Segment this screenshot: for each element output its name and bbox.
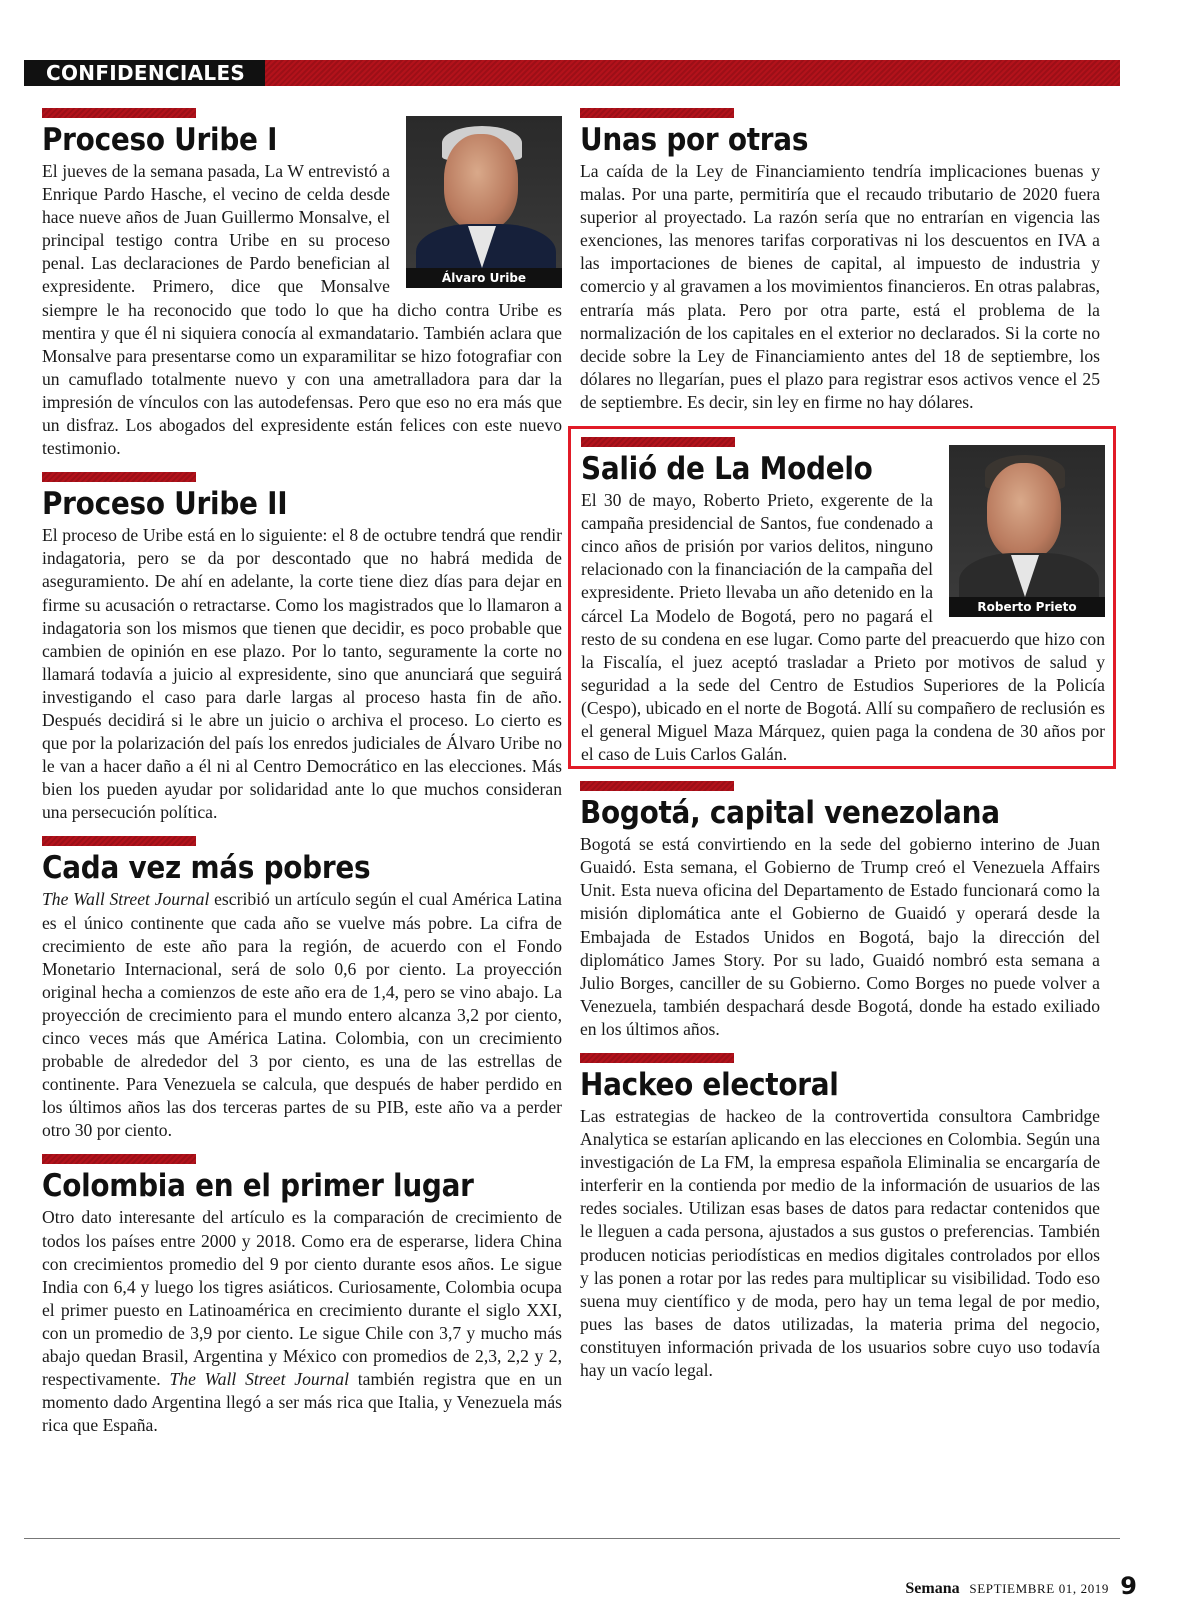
section-label: CONFIDENCIALES — [24, 60, 265, 86]
article-cada-vez-mas-pobres — [42, 836, 562, 1142]
article-headline: Proceso Uribe I — [42, 122, 278, 158]
article-bogota-capital-venezolana — [580, 781, 1100, 1041]
article-headline: Hackeo electoral — [580, 1067, 839, 1103]
article-headline: Bogotá, capital venezolana — [580, 795, 1000, 832]
footer-brand: Semana — [905, 1580, 960, 1597]
photo-caption: Álvaro Uribe — [406, 268, 562, 288]
footer-rule — [24, 1538, 1120, 1539]
footer-date: SEPTIEMBRE 01, 2019 — [969, 1581, 1109, 1596]
article-body: Bogotá se está convirtiendo en la sede del gobierno interino de Juan Guaidó. Esta semana, el Gobierno de Trump creó el Venezuela Affairs Unit. Esta nueva oficina del Departamento de Estado funcionará como la misión diplomática ante el Gobierno de Guaidó y operará desde la Embajada de Estados Unidos en Bogotá, bajo la dirección del diplomático James Story. Por su lado, Guaidó nombró esta semana a Julio Borges, canciller de su Gobierno. Como Borges no puede volver a Venezuela, también despachará desde Bogotá, donde ha estado exiliado en los últimos años. — [580, 834, 1100, 1039]
article-headline: Unas por otras — [580, 122, 809, 158]
article-tag-bar — [580, 781, 734, 791]
page-footer — [905, 1580, 1109, 1598]
article-body — [42, 888, 562, 1142]
article-headline: Colombia en el primer lugar — [42, 1168, 474, 1205]
article-headline: Proceso Uribe II — [42, 486, 288, 523]
article-tag-bar — [42, 1154, 196, 1164]
left-column — [42, 108, 562, 1449]
article-body: El 30 de mayo, Roberto Prieto, exgerente de la campaña presidencial de Santos, fue condenado a cinco años de prisión por varios delitos, ninguno relacionado con la financiación de la campaña del expresidente. Prieto llevaba un año detenido en la cárcel La Modelo de Bogotá, pero no pagará el resto de su condena en ese lugar. Como parte del preacuerdo que hizo con la Fiscalía, el juez aceptó trasladar a Prieto por motivos de salud y seguridad a la sede del Centro de Estudios Superiores de la Policía (Cespo), ubicado en el norte de Bogotá. Allí su compañero de reclusión es el general Miguel Maza Márquez, quien paga la condena de 30 años por el caso de Luis Carlos Galán. — [581, 490, 1105, 765]
article-tag-bar — [580, 1053, 734, 1063]
article-tag-bar — [580, 108, 734, 118]
article-body — [42, 1206, 562, 1437]
article-tag-bar — [42, 836, 196, 846]
article-body: La caída de la Ley de Financiamiento tendría implicaciones buenas y malas. Por una parte, permitiría que el recaudo tributario de 2020 fuera superior al proyectado. La razón sería que no entrarían en vigencia las exenciones, las menores tarifas corporativas ni los descuentos en IVA a las importaciones de bienes de capital, al impuesto de industria y comercio y al gravamen a los movimientos financieros. En otras palabras, entraría más plata. Pero por otra parte, está el problema de la normalización de los capitales en el exterior no declarados. Si la corte no decide sobre la Ley de Financiamiento antes del 18 de septiembre, los dólares no llegarían, pues el plazo para registrar esos activos vence el 25 de septiembre. Es decir, sin ley en firme no hay dólares. — [580, 161, 1100, 412]
article-body: El proceso de Uribe está en lo siguiente: el 8 de octubre tendrá que rendir indagatoria, pero se da por descontado que no habrá medida de aseguramiento. De ahí en adelante, la corte tiene diez días para dejar en firme su acusación o retractarse. Como los magistrados que lo llamaron a indagatoria son los mismos que tienen que decidir, es poco probable que cambien de opinión en ese plazo. Por lo tanto, seguramente la corte no llamará todavía a juicio al expresidente, sino que anunciará que seguirá investigando el caso para darle largas al proceso hasta fin de año. Después decidirá si le abre un juicio o archiva el proceso. Lo cierto es que por la polarización del país los enredos judiciales de Álvaro Uribe no le van a hacer daño a él ni al Centro Democrático en las elecciones. Más bien los pueden ayudar por solidaridad ante lo que muchos consideran una persecución política. — [42, 525, 562, 823]
article-body-text: Otro dato interesante del artículo es la comparación de crecimiento de todos los países entre 2000 y 2018. Como era de esperarse, lidera China con crecimientos promedio del 9 por ciento durante esos años. Le sigue India con 6,4 y luego los tigres asiáticos. Curiosamente, Colombia ocupa el primer puesto en Latinoamérica en crecimiento durante el siglo XXI, con un promedio de 3,9 por ciento. Le sigue Chile con 3,7 y mucho más abajo quedan Brasil, Argentina y México con promedios de 2,3, 2,2 y 2, respectivamente. — [42, 1207, 562, 1390]
right-column — [580, 108, 1105, 1394]
article-body-text: escribió un artículo según el cual América Latina es el único continente que cada año se vuelve más pobre. La cifra de crecimiento de este año para la región, de acuerdo con el Fondo Monetario Internacional, será de solo 0,6 por ciento. La proyección original hecha a comienzos de este año era de 1,4, pero se vino abajo. La proyección de crecimiento para el mundo entero alcanza 3,2 por ciento, cinco veces más que América Latina. Colombia, con un crecimiento probable de alrededor del 3 por ciento, es una de las estrellas de continente. Para Venezuela se calcula, que después de haber perdido en los últimos años las dos terceras partes de su PIB, este año va a perder otro 30 por ciento. — [42, 889, 562, 1141]
article-unas-por-otras — [580, 108, 1100, 414]
publication-name: The Wall Street Journal — [169, 1369, 349, 1390]
article-proceso-uribe-2 — [42, 472, 562, 824]
article-salio-de-la-modelo — [568, 426, 1116, 769]
article-tag-bar — [581, 437, 735, 447]
article-hackeo-electoral — [580, 1053, 1100, 1382]
article-tag-bar — [42, 108, 196, 118]
article-body: Las estrategias de hackeo de la controvertida consultora Cambridge Analytica se estarían aplicando en las elecciones en Colombia. Según una investigación de La FM, la empresa española Eliminalia se encargaría de interferir en la contienda por medio de la información de usuarios de las redes sociales. Utilizan esas bases de datos para redactar contenidos que le lleguen a cada persona, ajustados a sus gustos o preferencias. También producen noticias periodísticas en medios digitales controlados por ellos y las ponen a rotar por las redes para multiplicar su visibilidad. Todo eso suena muy científico y de moda, pero hay un tema legal de por medio, pues las bases de datos utilizadas, la materia prima del negocio, constituyen información privada de los usuarios sobre cuyo uso todavía hay un vacío legal. — [580, 1106, 1100, 1381]
publication-name: The Wall Street Journal — [42, 889, 210, 910]
article-proceso-uribe-1 — [42, 108, 562, 460]
article-headline: Cada vez más pobres — [42, 850, 371, 887]
section-header-bar — [24, 60, 1120, 86]
article-colombia-primer-lugar — [42, 1154, 562, 1437]
page-number: 9 — [1120, 1572, 1137, 1600]
article-body-text: también registra que en un momento dado Argentina llegó a ser más rica que Italia, y Venezuela más rica que España. — [42, 1369, 562, 1436]
article-tag-bar — [42, 472, 196, 482]
article-body: El jueves de la semana pasada, La W entrevistó a Enrique Pardo Hasche, el vecino de celda desde hace nueve años de Juan Guillermo Monsalve, el principal testigo contra Uribe en su proceso penal. Las declaraciones de Pardo benefician al expresidente. Primero, dice que Monsalve siempre le ha reconocido que todo lo que ha dicho contra Uribe es mentira y que él ni siquiera conocía al exmandatario. También aclara que Monsalve para presentarse como un exparamilitar se hizo fotografiar con un camuflado totalmente nuevo y con una ametralladora para dar la impresión de vínculos con las autodefensas. Pero que eso no era más que un disfraz. Los abogados del expresidente están felices con este nuevo testimonio. — [42, 161, 562, 459]
photo-caption: Roberto Prieto — [949, 597, 1105, 617]
article-headline: Salió de La Modelo — [581, 451, 873, 488]
